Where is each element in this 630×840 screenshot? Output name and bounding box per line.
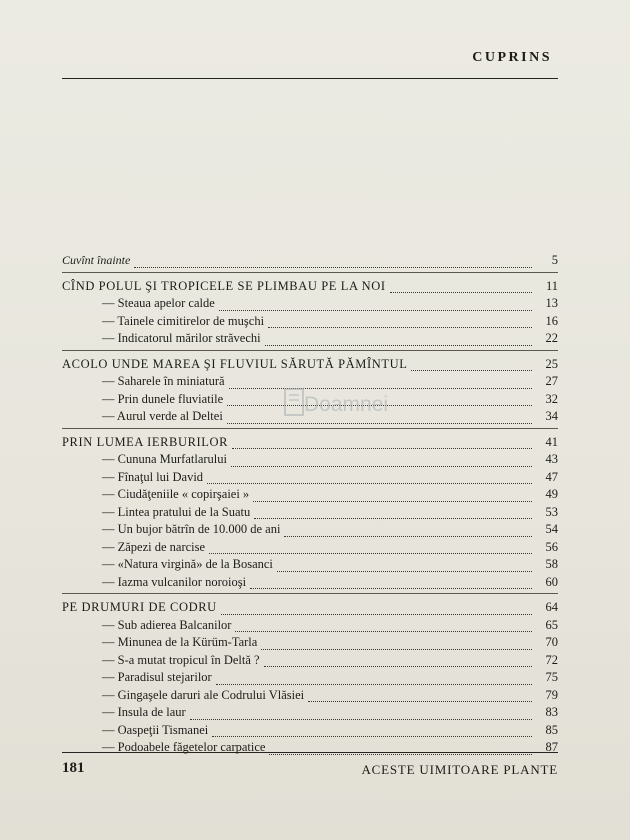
toc-item [62,452,558,470]
dot-leader [221,605,532,615]
toc-section-label: PE DRUMURI DE CODRU [62,600,217,614]
toc-item-page: 32 [545,391,558,406]
toc-item-label: — Ciudăţeniile « copirşaiei » [102,487,250,501]
section-divider [62,428,558,429]
toc-item-label: — Un bujor bătrîn de 10.000 de ani [102,522,281,536]
toc-item [62,540,558,558]
toc-item-page: 47 [545,469,558,484]
toc-item-label: — Cununa Murfatlarului [102,452,227,466]
toc-item-page: 72 [545,652,558,667]
toc-section-page: 64 [545,600,558,614]
toc-item [62,487,558,505]
toc-item-label: — Insula de laur [102,705,186,719]
toc-item [62,505,558,523]
dot-leader [264,657,532,667]
toc-item-page: 85 [545,722,558,737]
dot-leader [269,745,532,755]
toc-section-page: 41 [545,434,558,449]
toc-item-label: — Tainele cimitirelor de muşchi [102,313,265,328]
toc-item-label: — Prin dunele fluviatile [102,391,224,406]
toc-item [62,522,558,540]
running-title: ACESTE UIMITOARE PLANTE [361,762,558,777]
toc-item-page: 56 [545,539,558,554]
toc-item [62,705,558,723]
toc-item-page: 79 [545,687,558,702]
dot-leader [268,318,532,328]
dot-leader [209,544,532,554]
dot-leader [219,301,532,311]
toc-item-page: 53 [545,504,558,519]
toc-foreword [62,253,558,271]
toc-item [62,296,558,314]
section-divider [62,272,558,273]
toc-item-label: — Oaspeţii Tismanei [102,722,209,737]
toc-section-label: CÎND POLUL ŞI TROPICELE SE PLIMBAU PE LA NOI [62,278,386,293]
watermark-text: Doamnei [304,393,389,416]
dot-leader [254,509,532,519]
dot-leader [235,622,532,632]
toc-item-label: — Podoabele făgetelor carpatice [102,740,266,754]
toc-item-page: 65 [545,617,558,632]
toc-item-label: — Gingaşele daruri ale Codrului Vlăsiei [102,687,305,702]
toc-item-page: 22 [545,331,558,345]
toc-item [62,331,558,349]
toc-item-label: — Paradisul stejarilor [102,670,212,684]
toc-item-label: — Indicatorul mărilor străvechi [102,331,261,345]
toc-item-label: — Minunea de la Kürüm-Tarla [102,635,258,649]
dot-leader [284,527,532,537]
toc-item-label: — S-a mutat tropicul în Deltă ? [102,652,260,667]
toc-item [62,557,558,575]
watermark-logo [282,385,400,421]
toc-section-page: 11 [545,278,558,293]
toc-item-page: 16 [545,313,558,328]
toc-item-page: 13 [545,296,558,310]
toc-item [62,653,558,671]
toc-item [62,740,558,758]
toc-item-page: 87 [545,740,558,754]
table-of-contents [62,253,558,758]
dot-leader [212,727,532,737]
toc-section-label: PRIN LUMEA IERBURILOR [62,434,229,449]
section-divider [62,350,558,351]
toc-item-label: — Lintea pratului de la Suatu [102,504,251,519]
dot-leader [190,710,532,720]
toc-item-label: — Steaua apelor calde [102,296,215,310]
toc-item [62,575,558,593]
toc-item-page: 70 [545,635,558,649]
dot-leader [232,439,532,449]
toc-item-label: — Iazma vulcanilor noroioşi [102,574,247,589]
toc-item [62,635,558,653]
toc-item-page: 58 [545,557,558,571]
toc-item-label: — «Natura virgină» de la Bosanci [102,557,273,571]
dot-leader [390,283,532,293]
toc-section-label: ACOLO UNDE MAREA ŞI FLUVIUL SĂRUTĂ PĂMÎNTUL [62,356,408,371]
toc-item [62,618,558,636]
toc-item [62,670,558,688]
dot-leader [216,675,532,685]
dot-leader [207,474,532,484]
dot-leader [250,579,532,589]
toc-item-page: 60 [545,574,558,589]
toc-item-label: — Sub adierea Balcanilor [102,617,232,632]
toc-section [62,600,558,618]
dot-leader [261,640,532,650]
toc-section [62,279,558,297]
footer-rule [62,752,558,753]
toc-item-label: — Zăpezi de narcise [102,539,206,554]
toc-item-page: 34 [545,409,558,423]
toc-item-page: 27 [545,374,558,388]
dot-leader [411,361,532,371]
toc-item [62,723,558,741]
toc-section [62,357,558,375]
toc-item [62,470,558,488]
toc-foreword-label: Cuvînt înainte [62,253,131,267]
toc-item [62,688,558,706]
toc-item-label: — Fînaţul lui David [102,469,204,484]
toc-item-page: 49 [545,487,558,501]
toc-item-page: 83 [545,705,558,719]
section-divider [62,593,558,594]
dot-leader [134,258,532,268]
page-number: 181 [62,760,85,776]
toc-item-page: 75 [545,670,558,684]
toc-section [62,435,558,453]
toc-item-page: 43 [545,452,558,466]
toc-item-label: — Saharele în miniatură [102,374,225,388]
dot-leader [265,336,532,346]
toc-section-page: 25 [545,356,558,371]
header-rule [62,78,558,79]
toc-item [62,314,558,332]
dot-leader [277,562,532,572]
page-title: CUPRINS [472,50,552,65]
dot-leader [231,457,532,467]
dot-leader [253,492,532,502]
toc-item-label: — Aurul verde al Deltei [102,409,223,423]
dot-leader [308,692,532,702]
toc-foreword-page: 5 [551,253,558,267]
toc-item-page: 54 [545,522,558,536]
